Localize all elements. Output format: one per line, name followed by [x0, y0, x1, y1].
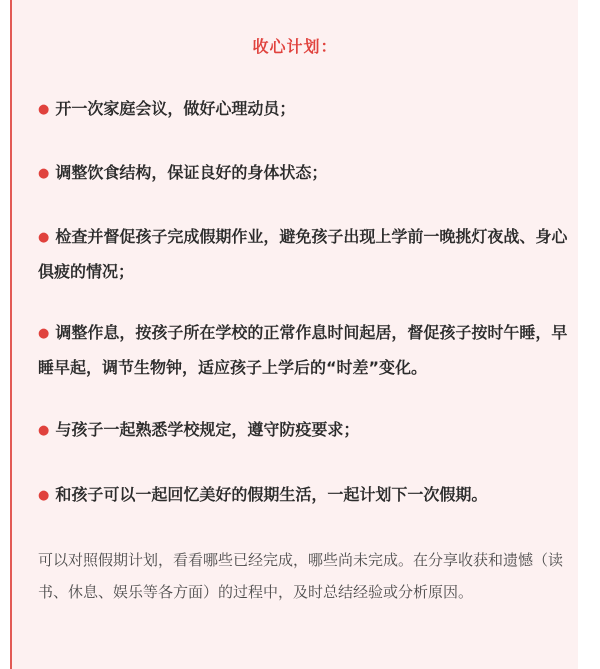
plan-item [38, 92, 568, 127]
bullet-icon: ● [38, 230, 50, 245]
plan-item-text: 调整作息，按孩子所在学校的正常作息时间起居，督促孩子按时午睡，早睡早起，调节生物钟，适应孩子上学后的“时差”变化。 [38, 323, 568, 377]
bullet-icon: ● [38, 488, 50, 503]
plan-item [38, 478, 568, 513]
plan-item [38, 413, 568, 448]
plan-item [38, 220, 568, 288]
bullet-icon: ● [38, 423, 50, 438]
bullet-icon: ● [38, 102, 50, 117]
plan-item [38, 156, 568, 191]
plan-card [10, 0, 578, 669]
summary-note: 可以对照假期计划，看看哪些已经完成，哪些尚未完成。在分享收获和遗憾（读书、休息、娱乐等各方面）的过程中，及时总结经验或分析原因。 [38, 551, 564, 601]
plan-item-text: 与孩子一起熟悉学校规定，遵守防疫要求； [55, 420, 360, 439]
plan-title: 收心计划： [252, 37, 338, 56]
bullet-icon: ● [38, 326, 50, 341]
bullet-icon: ● [38, 166, 50, 181]
plan-item-text: 检查并督促孩子完成假期作业，避免孩子出现上学前一晚挑灯夜战、身心俱疲的情况； [38, 227, 568, 281]
plan-item-text: 调整饮食结构，保证良好的身体状态； [55, 163, 328, 182]
plan-item-text: 开一次家庭会议，做好心理动员； [55, 99, 296, 118]
plan-item [38, 316, 568, 384]
plan-item-text: 和孩子可以一起回忆美好的假期生活，一起计划下一次假期。 [55, 485, 488, 504]
